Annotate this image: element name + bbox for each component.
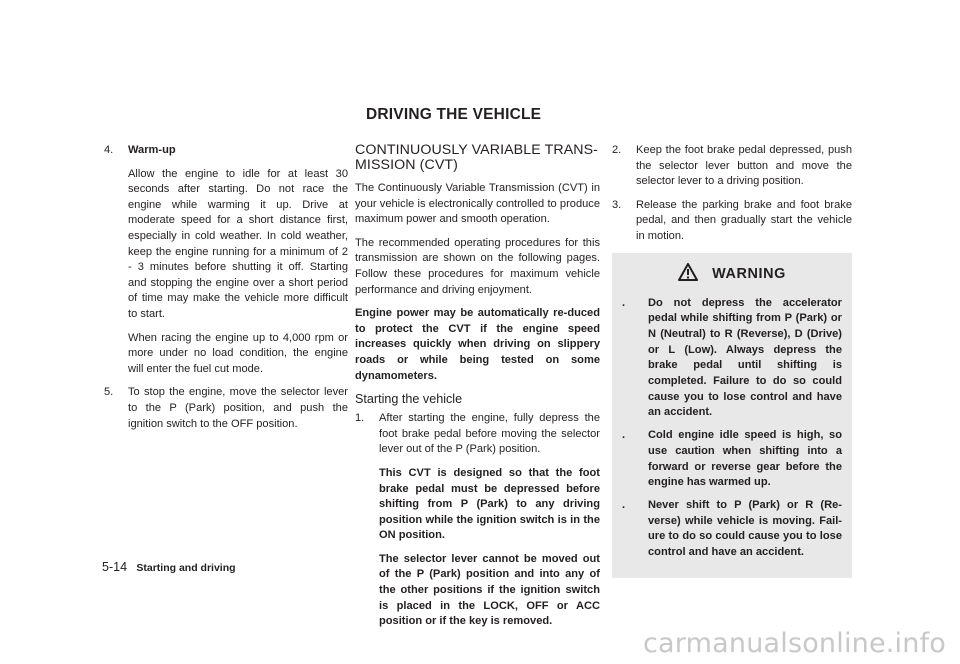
page-number: 5-14 xyxy=(102,560,128,574)
warm-up-paragraph-1: Allow the engine to idle for at least 30 seconds after starting. Do not race the engine while warming it up. Drive at moderate speed for a short distance first, especially in cold weather. In cold weather, keep the engine running for a minimum of 2 - 3 minutes before shutting it off. Starting and stopping the engine over a short period of time may make the vehicle more difficult to start. xyxy=(128,167,348,320)
column-right xyxy=(612,143,852,578)
warning-item-text: Do not depress the accelerator pedal while shifting from P (Park) or N (Neutral) to R (Reverse), D (Drive) or L (Low). Always depress the brake pedal until shifting is completed. Failure to do so could cause you to lose control and have an accident. xyxy=(648,296,842,419)
list-item-start-2 xyxy=(612,143,852,190)
warning-title: WARNING xyxy=(712,266,786,283)
list-item-start-1 xyxy=(355,411,600,458)
bullet: . xyxy=(622,296,626,309)
list-number: 1. xyxy=(355,412,365,425)
list-item-title: Warm-up xyxy=(128,144,176,156)
start-bold-note-1: This CVT is designed so that the foot brake pedal must be depressed before shifting from P (Park) to any driving position while the ignition switch is in the ON position. xyxy=(379,466,600,542)
subsection-title-starting: Starting the vehicle xyxy=(355,392,463,407)
list-item-warm-up xyxy=(104,143,348,159)
warning-item xyxy=(622,498,842,561)
watermark: carmanualsonline.info xyxy=(643,628,946,659)
warning-item-text: Cold engine idle speed is high, so use caution when shifting into a forward or reverse gear before the engine has warmed up. xyxy=(648,429,842,489)
start-bold-note-2: The selector lever cannot be moved out of the P (Park) position and into any of the other positions if the ignition switch is placed in the LOCK, OFF or ACC position or if the key is removed. xyxy=(379,552,600,628)
cvt-paragraph-2: The recommended operating procedures for this transmission are shown on the following pages. Follow these procedures for maximum vehicle performance and driving enjoyment. xyxy=(355,236,600,296)
cvt-bold-paragraph: Engine power may be automatically re-duced to protect the CVT if the engine speed increases quickly when driving on slippery roads or while being tested on some dynamometers. xyxy=(355,307,600,382)
list-item-stop-engine xyxy=(104,385,348,432)
warning-item-text: Never shift to P (Park) or R (Re-verse) while vehicle is moving. Fail-ure to do so could cause you to lose control and have an accident. xyxy=(648,499,842,559)
list-item-text: Keep the foot brake pedal depressed, push the selector lever button and move the selector lever to a driving position. xyxy=(636,144,852,188)
warning-triangle-icon xyxy=(678,263,698,286)
warning-header xyxy=(622,263,842,286)
list-item-text: Release the parking brake and foot brake pedal, and then gradually start the vehicle in motion. xyxy=(636,198,852,242)
warning-item xyxy=(622,428,842,491)
list-number: 2. xyxy=(612,144,622,156)
page-header-title: DRIVING THE VEHICLE xyxy=(366,106,542,123)
list-item-text: After starting the engine, fully depress the foot brake pedal before moving the selector lever out of the P (Park) position. xyxy=(379,412,600,456)
list-item-text: To stop the engine, move the selector lever to the P (Park) position, and push the ignition switch to the OFF position. xyxy=(128,386,348,430)
list-number: 5. xyxy=(104,386,114,399)
warm-up-paragraph-2: When racing the engine up to 4,000 rpm or more under no load condition, the engine will enter the fuel cut mode. xyxy=(128,331,348,375)
warning-item xyxy=(622,296,842,422)
list-number: 4. xyxy=(104,144,114,156)
column-left xyxy=(104,143,348,440)
section-title-cvt: CONTINUOUSLY VARIABLE TRANS-MISSION (CVT) xyxy=(355,142,598,173)
column-middle xyxy=(355,143,600,638)
bullet: . xyxy=(622,429,626,442)
list-number: 3. xyxy=(612,198,622,211)
warning-box xyxy=(612,253,852,578)
list-item-start-3 xyxy=(612,198,852,245)
bullet: . xyxy=(622,499,626,511)
cvt-paragraph-1: The Continuously Variable Transmission (CVT) in your vehicle is electronically controlled to produce maximum power and smooth operation. xyxy=(355,182,600,226)
footer-section-name: Starting and driving xyxy=(136,562,236,574)
page-footer xyxy=(102,560,236,574)
